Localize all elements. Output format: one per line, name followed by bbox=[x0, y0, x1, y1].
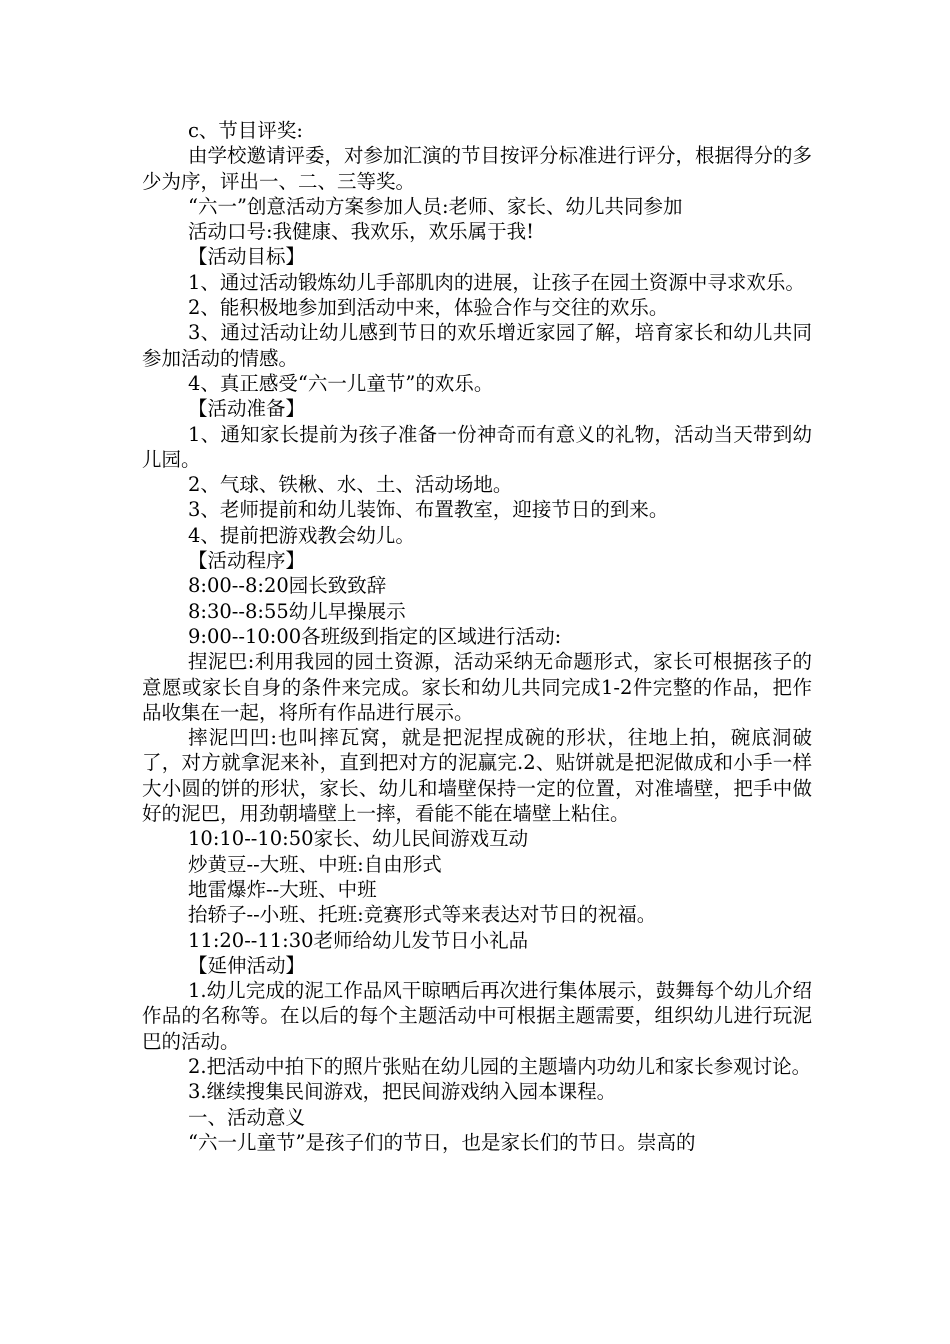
schedule-item: 8:30--8:55幼儿早操展示 bbox=[188, 599, 406, 623]
section-heading: 【活动程序】 bbox=[188, 549, 306, 573]
paragraph: 捏泥巴:利用我园的园土资源，活动采纳无命题形式，家长可根据孩子的意愿或家长自身的条件来完成。家长和幼儿共同完成1-2件完整的作品，把作品收集在一起，将所有作品进行展示。 bbox=[142, 650, 812, 724]
paragraph: 3.继续搜集民间游戏，把民间游戏纳入园本课程。 bbox=[188, 1080, 617, 1104]
section-heading: 【延伸活动】 bbox=[188, 953, 306, 977]
paragraph: 1、通过活动锻炼幼儿手部肌肉的进展，让孩子在园土资源中寻求欢乐。 bbox=[188, 270, 805, 294]
paragraph: 3、通过活动让幼儿感到节日的欢乐增近家园了解，培育家长和幼儿共同参加活动的情感。 bbox=[142, 321, 812, 370]
paragraph: 摔泥凹凹:也叫摔瓦窝，就是把泥捏成碗的形状，往地上拍，碗底洞破了，对方就拿泥来补，直到把对方的泥赢完.2、贴饼就是把泥做成和小手一样大小圆的饼的形状，家长、幼儿和墙壁保持一定的位置，对准墙壁，把手中做好的泥巴，用劲朝墙壁上一摔，看能不能在墙壁上粘住。 bbox=[142, 726, 812, 826]
schedule-item: 10:10--10:50家长、幼儿民间游戏互动 bbox=[188, 827, 529, 851]
paragraph: 由学校邀请评委，对参加汇演的节目按评分标准进行评分，根据得分的多少为序，评出一、二、三等奖。 bbox=[142, 144, 813, 193]
paragraph: 4、真正感受“六一儿童节”的欢乐。 bbox=[188, 371, 494, 395]
section-heading: 【活动目标】 bbox=[188, 245, 306, 269]
paragraph: 4、提前把游戏教会幼儿。 bbox=[188, 523, 415, 547]
paragraph: “六一儿童节”是孩子们的节日，也是家长们的节日。崇高的 bbox=[188, 1130, 696, 1154]
section-heading: 一、活动意义 bbox=[188, 1105, 306, 1129]
section-heading: 【活动准备】 bbox=[188, 397, 306, 421]
schedule-item: 11:20--11:30老师给幼儿发节日小礼品 bbox=[188, 928, 529, 952]
paragraph: 抬轿子--小班、托班:竞赛形式等来表达对节日的祝福。 bbox=[188, 903, 657, 927]
schedule-item: 9:00--10:00各班级到指定的区域进行活动: bbox=[188, 624, 562, 648]
paragraph: 活动口号:我健康、我欢乐，欢乐属于我! bbox=[188, 220, 534, 244]
paragraph: c、节目评奖: bbox=[188, 119, 303, 142]
paragraph: 地雷爆炸--大班、中班 bbox=[188, 877, 377, 901]
paragraph: 炒黄豆--大班、中班:自由形式 bbox=[188, 852, 442, 876]
document-page bbox=[142, 118, 812, 1155]
paragraph: 2.把活动中拍下的照片张贴在幼儿园的主题墙内功幼儿和家长参观讨论。 bbox=[188, 1054, 812, 1078]
schedule-item: 8:00--8:20园长致致辞 bbox=[188, 574, 387, 598]
paragraph: 1、通知家长提前为孩子准备一份神奇而有意义的礼物，活动当天带到幼儿园。 bbox=[142, 422, 812, 471]
paragraph: “六一”创意活动方案参加人员:老师、家长、幼儿共同参加 bbox=[188, 194, 683, 218]
paragraph: 2、气球、铁楸、水、土、活动场地。 bbox=[188, 473, 513, 497]
paragraph: 3、老师提前和幼儿装饰、布置教室，迎接节日的到来。 bbox=[188, 498, 669, 522]
paragraph: 2、能积极地参加到活动中来，体验合作与交往的欢乐。 bbox=[188, 296, 669, 320]
paragraph: 1.幼儿完成的泥工作品风干晾晒后再次进行集体展示，鼓舞每个幼儿介绍作品的名称等。在以后的每个主题活动中可根据主题需要，组织幼儿进行玩泥巴的活动。 bbox=[142, 979, 812, 1053]
